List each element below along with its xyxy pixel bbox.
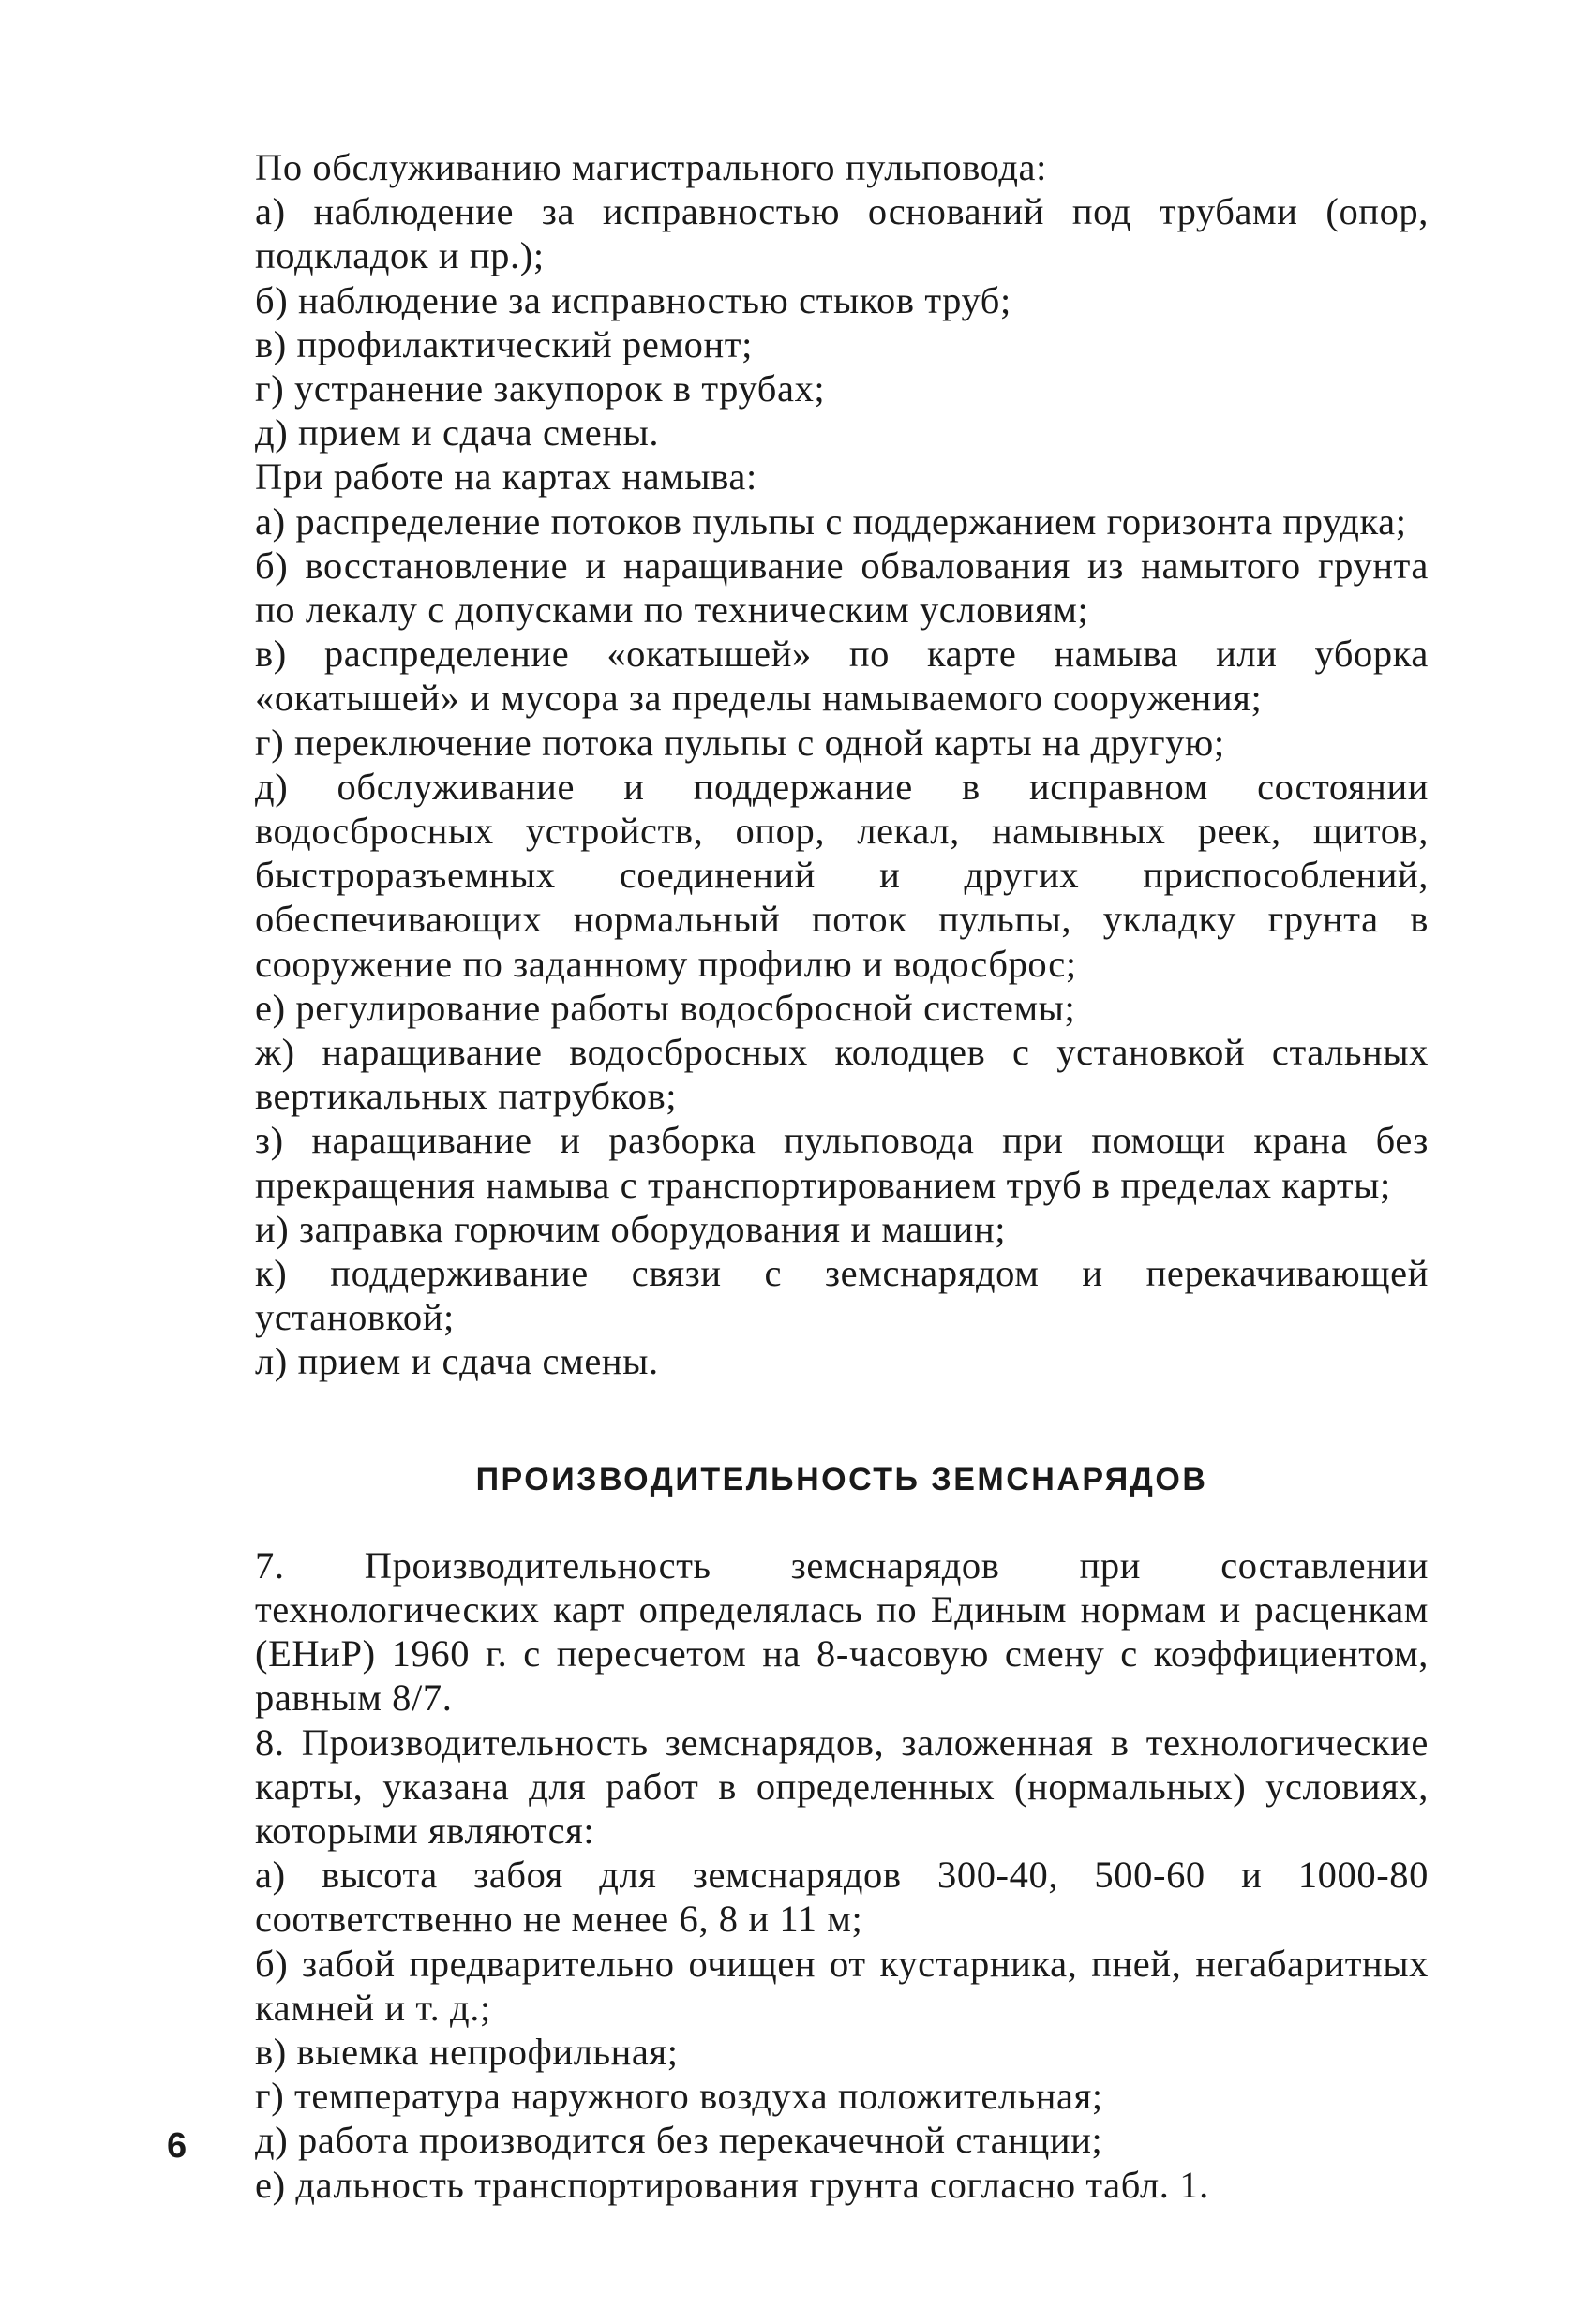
paragraph-8-list: [255, 1853, 1429, 2207]
list-item: б) наблюдение за исправностью стыков труб;: [255, 278, 1011, 321]
list-item: б) забой предварительно очищен от кустарника, пней, негабаритных камней и т. д.;: [255, 1942, 1429, 2029]
paragraph-8-intro: 8. Производительность земснарядов, заложенная в технологические карты, указана для работ в определенных (нормальных) условиях, которыми являются:: [255, 1721, 1429, 1852]
section-title: ПРОИЗВОДИТЕЛЬНОСТЬ ЗЕМСНАРЯДОВ: [475, 1461, 1208, 1497]
list-item: ж) наращивание водосбросных колодцев с установкой стальных вертикальных патрубков;: [255, 1031, 1429, 1118]
list-item: в) выемка непрофильная;: [255, 2030, 679, 2073]
list-item: а) распределение потоков пульпы с поддержанием горизонта прудка;: [255, 499, 1407, 543]
list-item: г) устранение закупорок в трубах;: [255, 367, 826, 410]
list-item: в) распределение «окатышей» по карте намыва или уборка «окатышей» и мусора за пределы намываемого сооружения;: [255, 633, 1429, 720]
list-item: е) дальность транспортирования грунта согласно табл. 1.: [255, 2163, 1209, 2206]
list-item: д) прием и сдача смены.: [255, 411, 660, 454]
list-item: а) наблюдение за исправностью оснований под трубами (опор, подкладок и пр.);: [255, 190, 1429, 277]
list-item: г) температура наружного воздуха положительная;: [255, 2075, 1103, 2118]
list-item: а) высота забоя для земснарядов 300-40, 500-60 и 1000-80 соответственно не менее 6, 8 и 11 м;: [255, 1854, 1429, 1941]
block1-list: [255, 189, 1429, 454]
list-item: л) прием и сдача смены.: [255, 1340, 659, 1383]
document-page: [255, 145, 1429, 2207]
list-item: к) поддерживание связи с земснарядом и перекачивающей установкой;: [255, 1252, 1429, 1339]
list-item: д) работа производится без перекачечной станции;: [255, 2119, 1103, 2162]
list-item: б) восстановление и наращивание обвалования из намытого грунта по лекалу с допусками по техническим условиям;: [255, 544, 1429, 632]
list-item: д) обслуживание и поддержание в исправном состоянии водосбросных устройств, опор, лекал, намывных реек, щитов, быстроразъемных соединений и других приспособлений, обеспечивающих нормальный поток пульпы, укладку грунта в сооружение по заданному профилю и водосброс;: [255, 765, 1429, 985]
list-item: е) регулирование работы водосбросной системы;: [255, 986, 1076, 1029]
block1-heading: По обслуживанию магистрального пульповода:: [255, 146, 1047, 188]
block2-list: [255, 499, 1429, 1384]
page-number: 6: [167, 2126, 187, 2166]
paragraph-7: 7. Производительность земснарядов при составлении технологических карт определялась по Единым нормам и расценкам (ЕНиР) 1960 г. с пересчетом на 8-часовую смену с коэффициентом, равным 8/7.: [255, 1543, 1429, 1720]
block2-heading: При работе на картах намыва:: [255, 455, 757, 499]
list-item: г) переключение потока пульпы с одной карты на другую;: [255, 721, 1225, 764]
list-item: з) наращивание и разборка пульповода при помощи крана без прекращения намыва с транспортированием труб в пределах карты;: [255, 1119, 1429, 1206]
list-item: и) заправка горючим оборудования и машин;: [255, 1207, 1007, 1250]
list-item: в) профилактический ремонт;: [255, 322, 753, 365]
